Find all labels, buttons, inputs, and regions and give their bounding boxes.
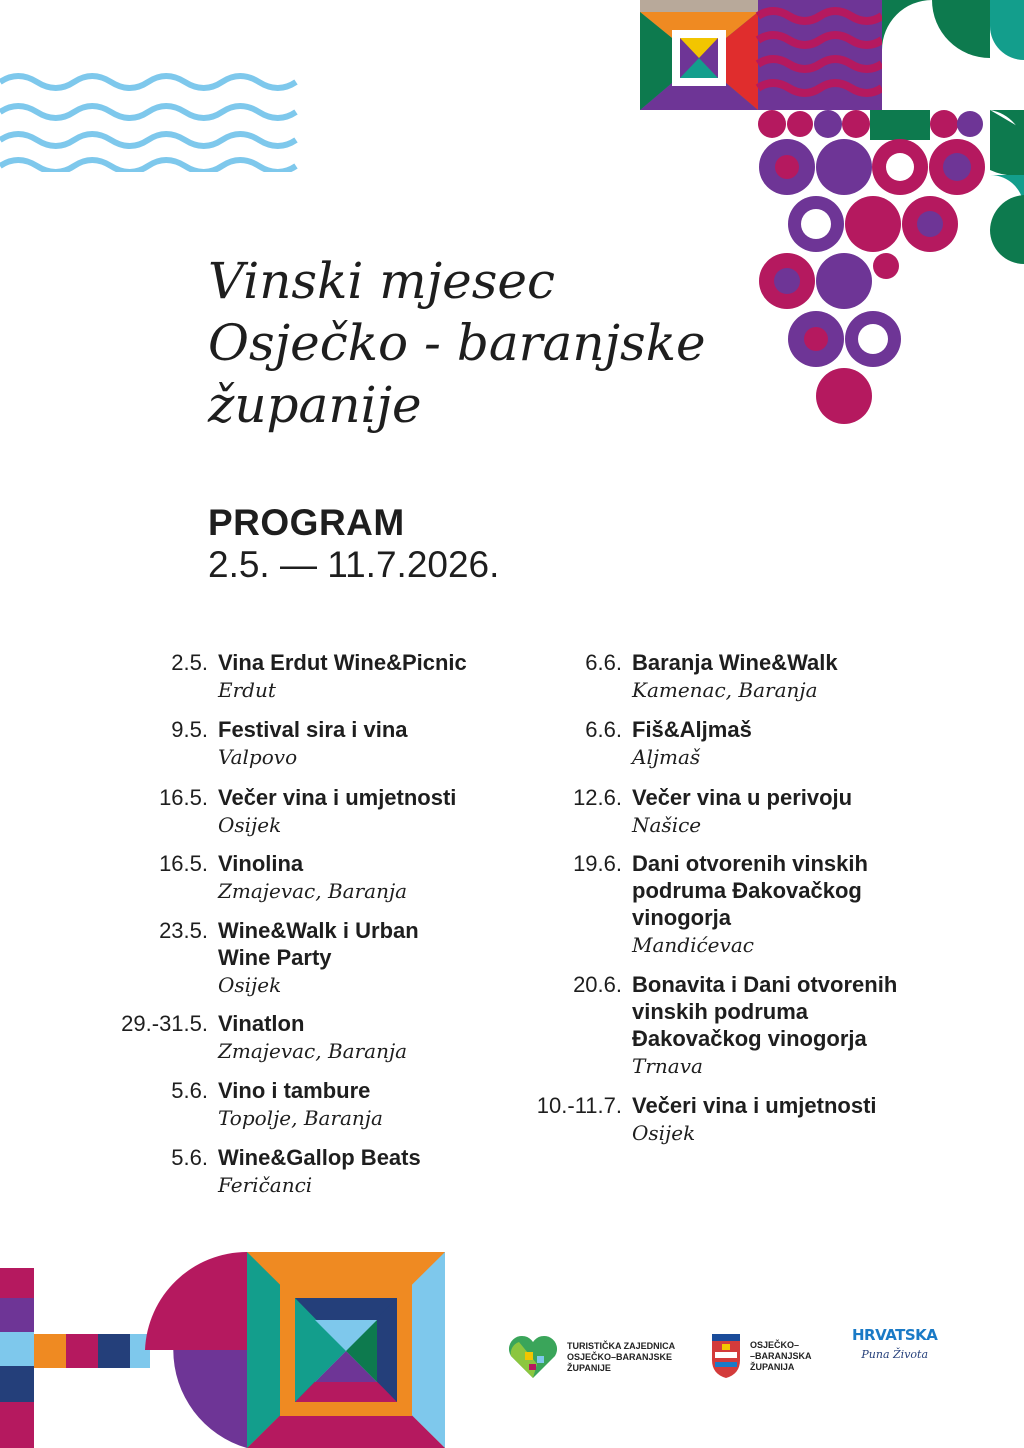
event-item bbox=[510, 971, 897, 1080]
program-dates: 2.5. — 11.7.2026. bbox=[208, 544, 500, 585]
tz-logo-text: TURISTIČKA ZAJEDNICA OSJEČKO–BARANJSKE ŽUPANIJE bbox=[567, 1340, 676, 1373]
event-date: 5.6. bbox=[171, 1145, 208, 1170]
event-name: Večeri vina i umjetnosti bbox=[632, 1093, 877, 1118]
event-item bbox=[110, 649, 467, 704]
mosaic-tile-decoration bbox=[0, 1268, 150, 1448]
event-place: Topolje, Baranja bbox=[218, 1106, 383, 1130]
title-line-1: Vinski mjesec bbox=[208, 252, 556, 310]
event-item bbox=[110, 716, 408, 771]
event-date: 6.6. bbox=[585, 717, 622, 742]
event-place: Našice bbox=[632, 813, 702, 837]
event-place: Valpovo bbox=[218, 745, 298, 769]
event-place: Osijek bbox=[218, 973, 282, 997]
event-item bbox=[510, 649, 838, 704]
hrvatska-slogan: Puna Života bbox=[861, 1348, 929, 1361]
event-place: Osijek bbox=[632, 1121, 696, 1145]
coat-of-arms-icon bbox=[710, 1334, 742, 1378]
event-item bbox=[110, 1077, 383, 1132]
event-date: 29.-31.5. bbox=[121, 1011, 208, 1036]
event-place: Mandićevac bbox=[632, 933, 754, 957]
event-place: Feričanci bbox=[218, 1173, 313, 1197]
event-place: Erdut bbox=[218, 678, 276, 702]
hrvatska-wordmark: HRVATSKA bbox=[852, 1326, 938, 1344]
event-name: Vina Erdut Wine&Picnic bbox=[218, 650, 467, 675]
waves-decoration bbox=[0, 68, 300, 172]
hrvatska-logo bbox=[852, 1326, 937, 1361]
event-item bbox=[110, 1144, 421, 1199]
page-title bbox=[208, 250, 706, 436]
event-name: Bonavita i Dani otvorenih vinskih podruma Đakovačkog vinogorja bbox=[632, 972, 898, 1051]
event-name: Wine&Walk i Urban Wine Party bbox=[218, 918, 419, 970]
event-place: Zmajevac, Baranja bbox=[218, 879, 408, 903]
program-heading: PROGRAM bbox=[208, 502, 405, 543]
event-date: 9.5. bbox=[171, 717, 208, 742]
event-place: Trnava bbox=[632, 1054, 703, 1078]
event-name: Vino i tambure bbox=[218, 1078, 371, 1103]
event-date: 19.6. bbox=[573, 851, 622, 876]
event-name: Dani otvorenih vinskih podruma Đakovačkog vinogorja bbox=[632, 851, 868, 930]
event-name: Vinatlon bbox=[218, 1011, 305, 1036]
event-item bbox=[510, 1092, 877, 1147]
title-line-3: županije bbox=[208, 376, 422, 434]
event-date: 10.-11.7. bbox=[536, 1093, 622, 1118]
event-item bbox=[110, 1010, 407, 1065]
event-item bbox=[110, 850, 407, 905]
event-item bbox=[110, 917, 419, 999]
title-line-2: Osječko - baranjske bbox=[208, 314, 706, 372]
obz-logo-text: OSJEČKO– –BARANJSKA ŽUPANIJA bbox=[750, 1339, 812, 1372]
event-date: 16.5. bbox=[159, 785, 208, 810]
event-place: Zmajevac, Baranja bbox=[218, 1039, 408, 1063]
event-name: Večer vina i umjetnosti bbox=[218, 785, 457, 810]
event-name: Wine&Gallop Beats bbox=[218, 1145, 421, 1170]
event-place: Aljmaš bbox=[632, 745, 701, 769]
event-name: Baranja Wine&Walk bbox=[632, 650, 838, 675]
event-item bbox=[510, 784, 852, 839]
event-name: Vinolina bbox=[218, 851, 304, 876]
event-date: 2.5. bbox=[171, 650, 208, 675]
event-name: Fiš&Aljmaš bbox=[632, 717, 752, 742]
event-date: 16.5. bbox=[159, 851, 208, 876]
event-place: Kamenac, Baranja bbox=[632, 678, 818, 702]
event-date: 6.6. bbox=[585, 650, 622, 675]
event-item bbox=[510, 850, 868, 959]
heart-logo-icon bbox=[507, 1334, 559, 1380]
event-date: 23.5. bbox=[159, 918, 208, 943]
wine-glass-decoration bbox=[145, 1252, 445, 1448]
tz-logo bbox=[507, 1334, 675, 1380]
event-date: 5.6. bbox=[171, 1078, 208, 1103]
event-item bbox=[110, 784, 456, 839]
event-place: Osijek bbox=[218, 813, 282, 837]
event-item bbox=[510, 716, 752, 771]
obz-logo bbox=[710, 1334, 812, 1378]
event-name: Festival sira i vina bbox=[218, 717, 408, 742]
event-name: Večer vina u perivoju bbox=[632, 785, 853, 810]
event-date: 12.6. bbox=[573, 785, 622, 810]
event-date: 20.6. bbox=[573, 972, 622, 997]
